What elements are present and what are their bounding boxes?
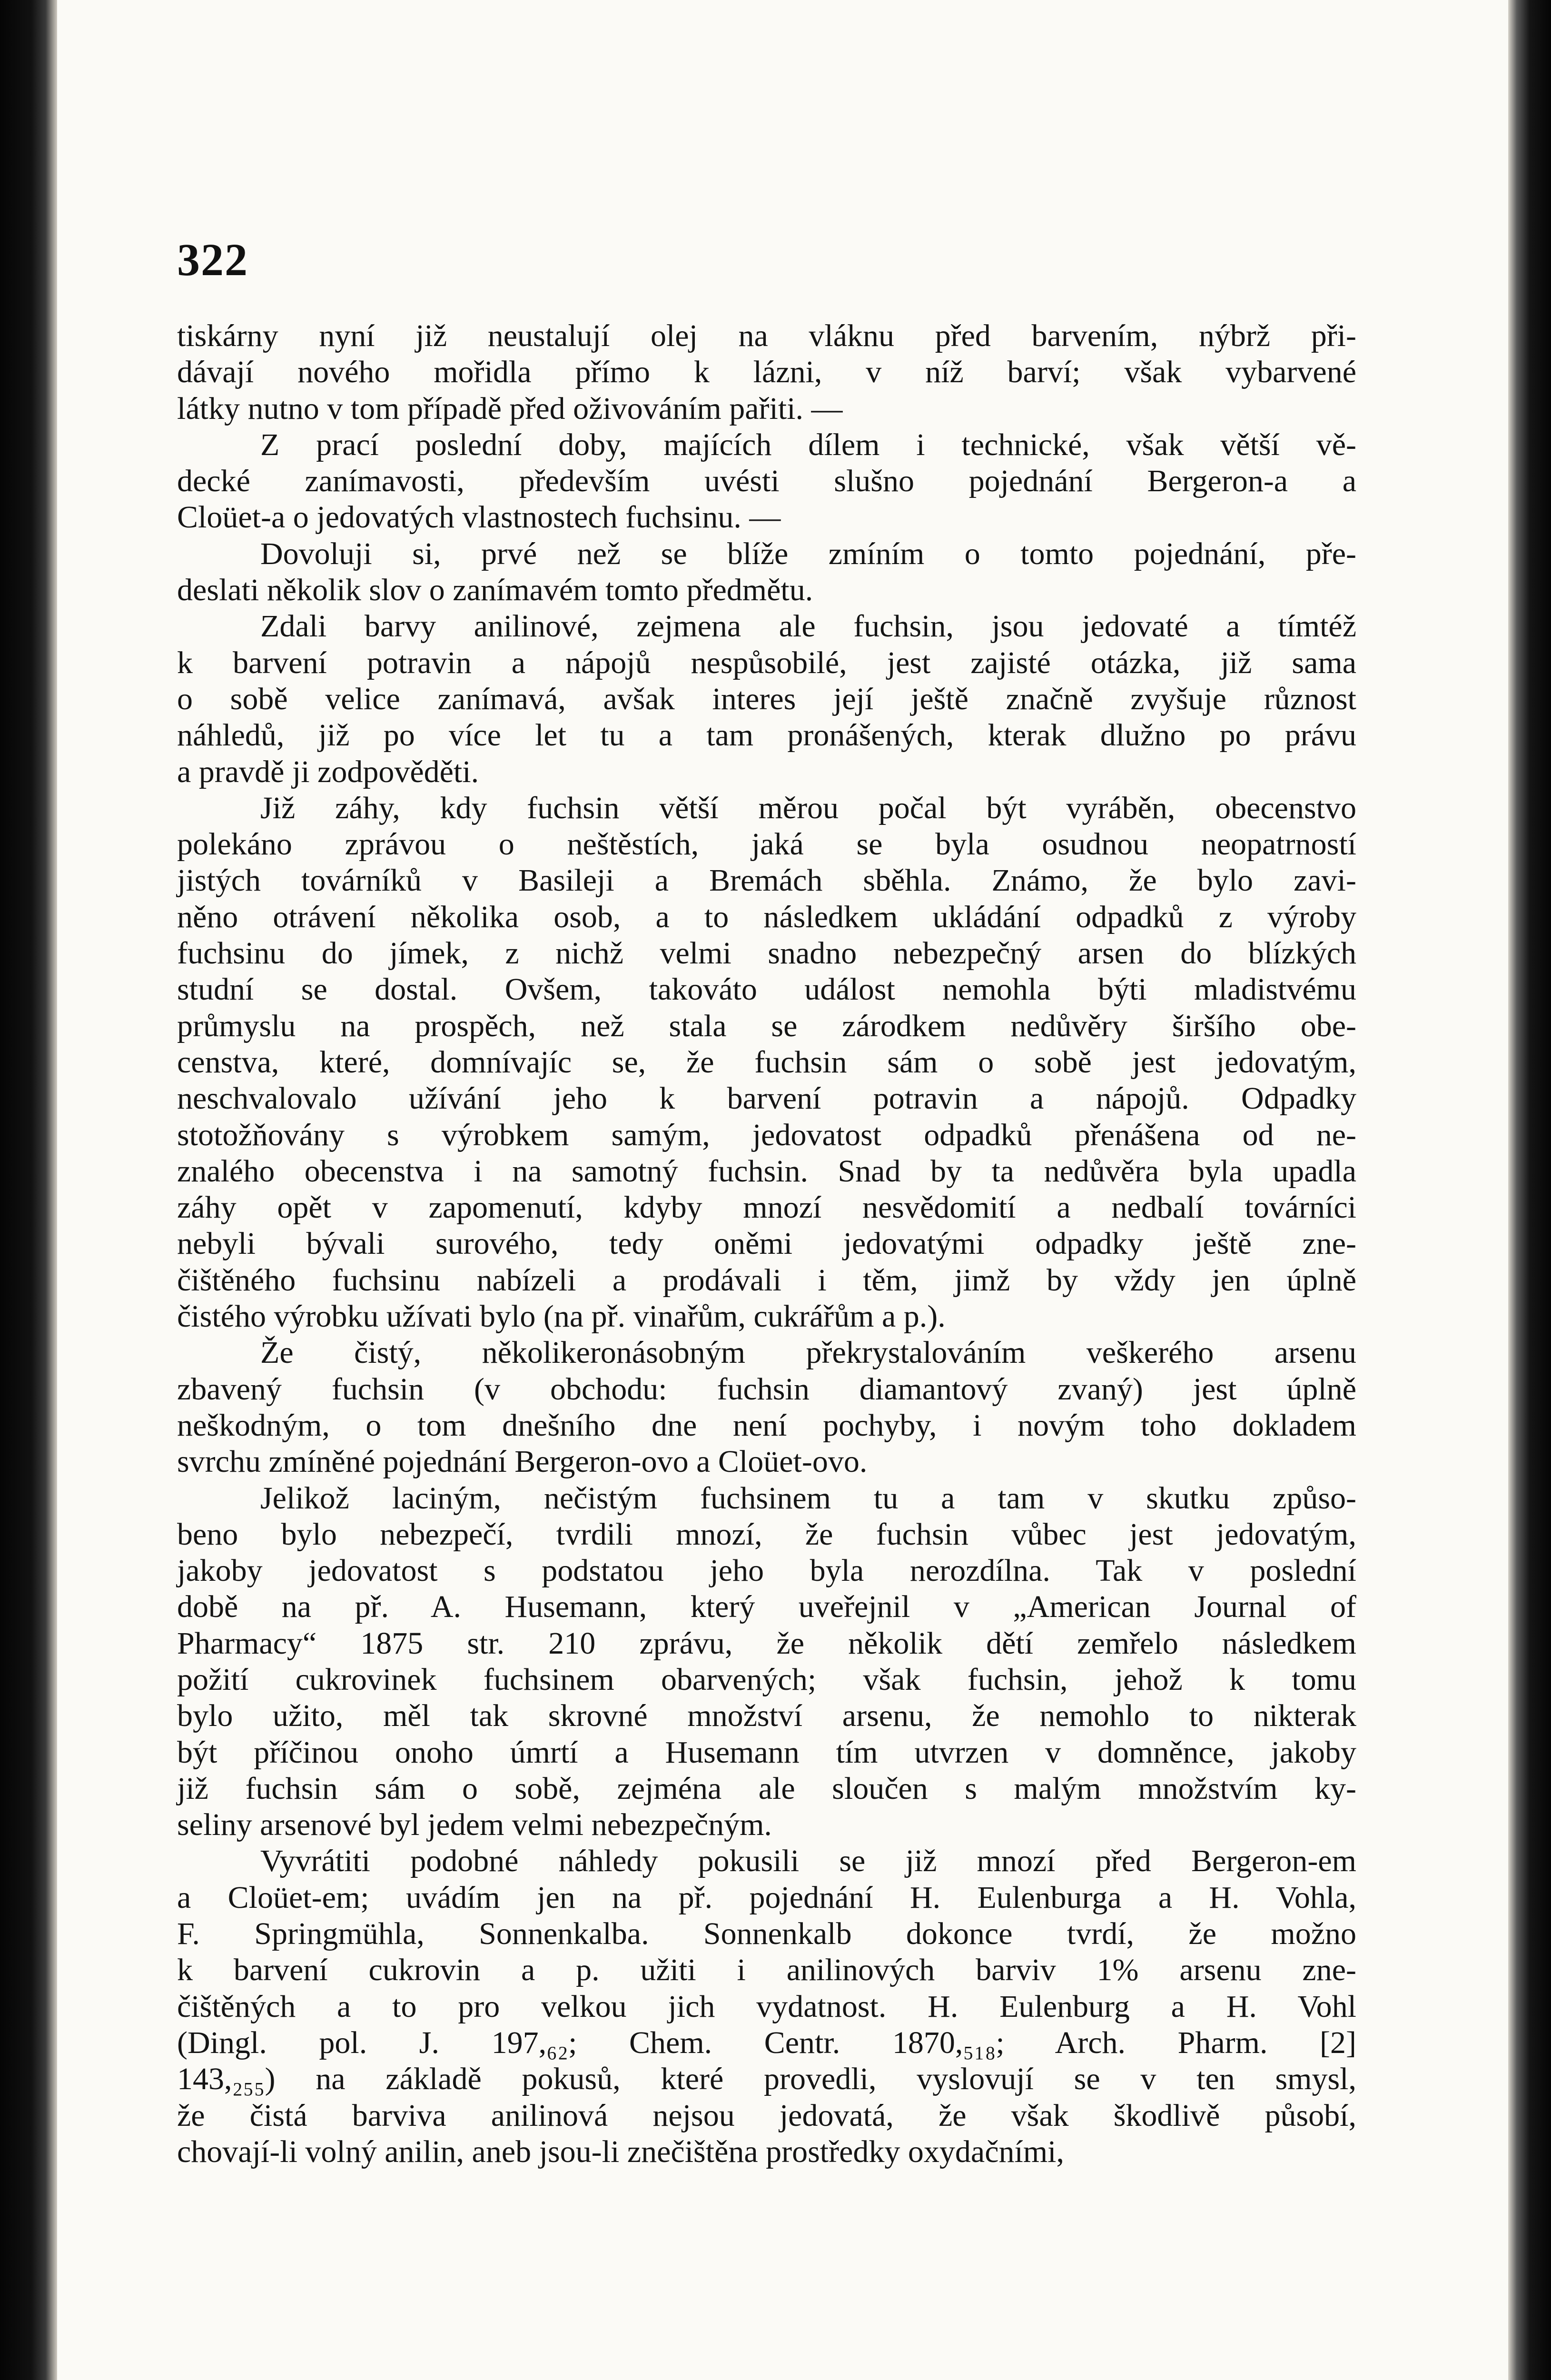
text-line: deslati několik slov o zanímavém tomto předmětu.: [177, 573, 813, 608]
text-line: o sobě velice zanímavá, avšak interes její ještě značně zvyšuje různost: [177, 681, 1356, 716]
text-line: již fuchsin sám o sobě, zejména ale sloučen s malým množstvím ky-: [177, 1771, 1356, 1806]
text-line: náhledů, již po více let tu a tam pronášených, kterak dlužno po právu: [177, 718, 1356, 753]
text-line: Pharmacy“ 1875 str. 210 zprávu, že několik dětí zemřelo následkem: [177, 1626, 1356, 1661]
text-line: čištěného fuchsinu nabízeli a prodávali i těm, jimž by vždy jen úplně: [177, 1262, 1356, 1298]
text-line: a Cloüet-em; uvádím jen na př. pojednání H. Eulenburga a H. Vohla,: [177, 1880, 1356, 1915]
text-line: Že čistý, několikeronásobným překrystalováním veškerého arsenu: [260, 1335, 1356, 1370]
text-line: době na př. A. Husemann, který uveřejnil v „American Journal of: [177, 1589, 1356, 1625]
page-number: 322: [177, 234, 248, 285]
text-line: svrchu zmíněné pojednání Bergeron-ovo a Cloüet-ovo.: [177, 1444, 868, 1479]
text-line: jakoby jedovatost s podstatou jeho byla nerozdílna. Tak v poslední: [177, 1553, 1356, 1588]
scan-edge-left: [0, 0, 57, 2380]
text-line: být příčinou onoho úmrtí a Husemann tím utvrzen v domněnce, jakoby: [177, 1735, 1356, 1770]
text-line: F. Springmühla, Sonnenkalba. Sonnenkalb dokonce tvrdí, že možno: [177, 1916, 1356, 1952]
text-line: k barvení potravin a nápojů nespůsobilé, jest zajisté otázka, již sama: [177, 645, 1356, 680]
text-line: tiskárny nyní již neustalují olej na vláknu před barvením, nýbrž při-: [177, 318, 1356, 353]
paragraph-p3: [177, 536, 1356, 609]
text-line: záhy opět v zapomenutí, kdyby mnozí nesvědomití a nedbalí továrníci: [177, 1190, 1356, 1225]
text-line: čistého výrobku užívati bylo (na př. vinařům, cukrářům a p.).: [177, 1299, 946, 1334]
body-text: [177, 318, 1356, 2170]
text-line: něno otrávení několika osob, a to následkem ukládání odpadků z výroby: [177, 899, 1356, 934]
text-line: bylo užito, měl tak skrovné množství arsenu, že nemohlo to nikterak: [177, 1698, 1356, 1734]
text-line: polekáno zprávou o neštěstích, jaká se byla osudnou neopatrností: [177, 827, 1356, 862]
text-line: jistých továrníků v Basileji a Bremách sběhla. Známo, že bylo zavi-: [177, 863, 1356, 898]
text-line: Cloüet-a o jedovatých vlastnostech fuchsinu. —: [177, 500, 781, 535]
text-line: k barvení cukrovin a p. užiti i anilinových barviv 1% arsenu zne-: [177, 1953, 1356, 1988]
text-line: a pravdě ji zodpověděti.: [177, 754, 479, 789]
text-line: 143,₂₅₅) na základě pokusů, které provedli, vyslovují se v ten smysl,: [177, 2062, 1356, 2097]
text-line: Jelikož laciným, nečistým fuchsinem tu a tam v skutku způso-: [260, 1480, 1356, 1516]
text-line: Již záhy, kdy fuchsin větší měrou počal být vyráběn, obecenstvo: [260, 790, 1356, 825]
text-line: čištěných a to pro velkou jich vydatnost. H. Eulenburg a H. Vohl: [177, 1989, 1356, 2024]
text-line: chovají-li volný anilin, aneb jsou-li znečištěna prostředky oxydačními,: [177, 2134, 1065, 2169]
paragraph-p2: [177, 427, 1356, 536]
text-line: fuchsinu do jímek, z nichž velmi snadno nebezpečný arsen do blízkých: [177, 936, 1356, 971]
text-line: stotožňovány s výrobkem samým, jedovatost odpadků přenášena od ne-: [177, 1117, 1356, 1152]
text-line: znalého obecenstva i na samotný fuchsin. Snad by ta nedůvěra byla upadla: [177, 1153, 1356, 1189]
paragraph-p5: [177, 790, 1356, 1335]
paragraph-p4: [177, 608, 1356, 790]
text-line: látky nutno v tom případě před oživováním pařiti. —: [177, 391, 843, 426]
paragraph-p1: [177, 318, 1356, 427]
text-line: průmyslu na prospěch, než stala se zárodkem nedůvěry širšího obe-: [177, 1008, 1356, 1043]
text-line: Zdali barvy anilinové, zejmena ale fuchsin, jsou jedovaté a tímtéž: [260, 609, 1356, 644]
text-line: neškodným, o tom dnešního dne není pochyby, i novým toho dokladem: [177, 1408, 1356, 1443]
text-line: studní se dostal. Ovšem, takováto událost nemohla býti mladistvému: [177, 972, 1356, 1007]
text-line: Z prací poslední doby, majících dílem i technické, však větší vě-: [260, 427, 1356, 462]
text-line: Dovoluji si, prvé než se blíže zmíním o tomto pojednání, pře-: [260, 536, 1356, 571]
paragraph-p6: [177, 1335, 1356, 1480]
paragraph-p7: [177, 1480, 1356, 1844]
text-line: nebyli bývali surového, tedy oněmi jedovatými odpadky ještě zne-: [177, 1226, 1356, 1261]
text-line: (Dingl. pol. J. 197,₆₂; Chem. Centr. 1870,₅₁₈; Arch. Pharm. [2]: [177, 2025, 1356, 2060]
paragraph-p8: [177, 1843, 1356, 2170]
scan-edge-right: [1508, 0, 1551, 2380]
text-line: censtva, které, domnívajíc se, že fuchsin sám o sobě jest jedovatým,: [177, 1044, 1356, 1080]
text-line: dávají nového mořidla přímo k lázni, v níž barví; však vybarvené: [177, 355, 1356, 390]
text-line: zbavený fuchsin (v obchodu: fuchsin diamantový zvaný) jest úplně: [177, 1371, 1356, 1407]
text-line: decké zanímavosti, především uvésti slušno pojednání Bergeron-a a: [177, 464, 1356, 499]
text-line: požití cukrovinek fuchsinem obarvených; však fuchsin, jehož k tomu: [177, 1662, 1356, 1697]
text-line: beno bylo nebezpečí, tvrdili mnozí, že fuchsin vůbec jest jedovatým,: [177, 1517, 1356, 1552]
text-line: seliny arsenové byl jedem velmi nebezpečným.: [177, 1807, 772, 1843]
text-line: že čistá barviva anilinová nejsou jedovatá, že však škodlivě působí,: [177, 2098, 1356, 2133]
text-line: Vyvrátiti podobné náhledy pokusili se již mnozí před Bergeron-em: [260, 1844, 1356, 1879]
text-line: neschvalovalo užívání jeho k barvení potravin a nápojů. Odpadky: [177, 1081, 1356, 1116]
